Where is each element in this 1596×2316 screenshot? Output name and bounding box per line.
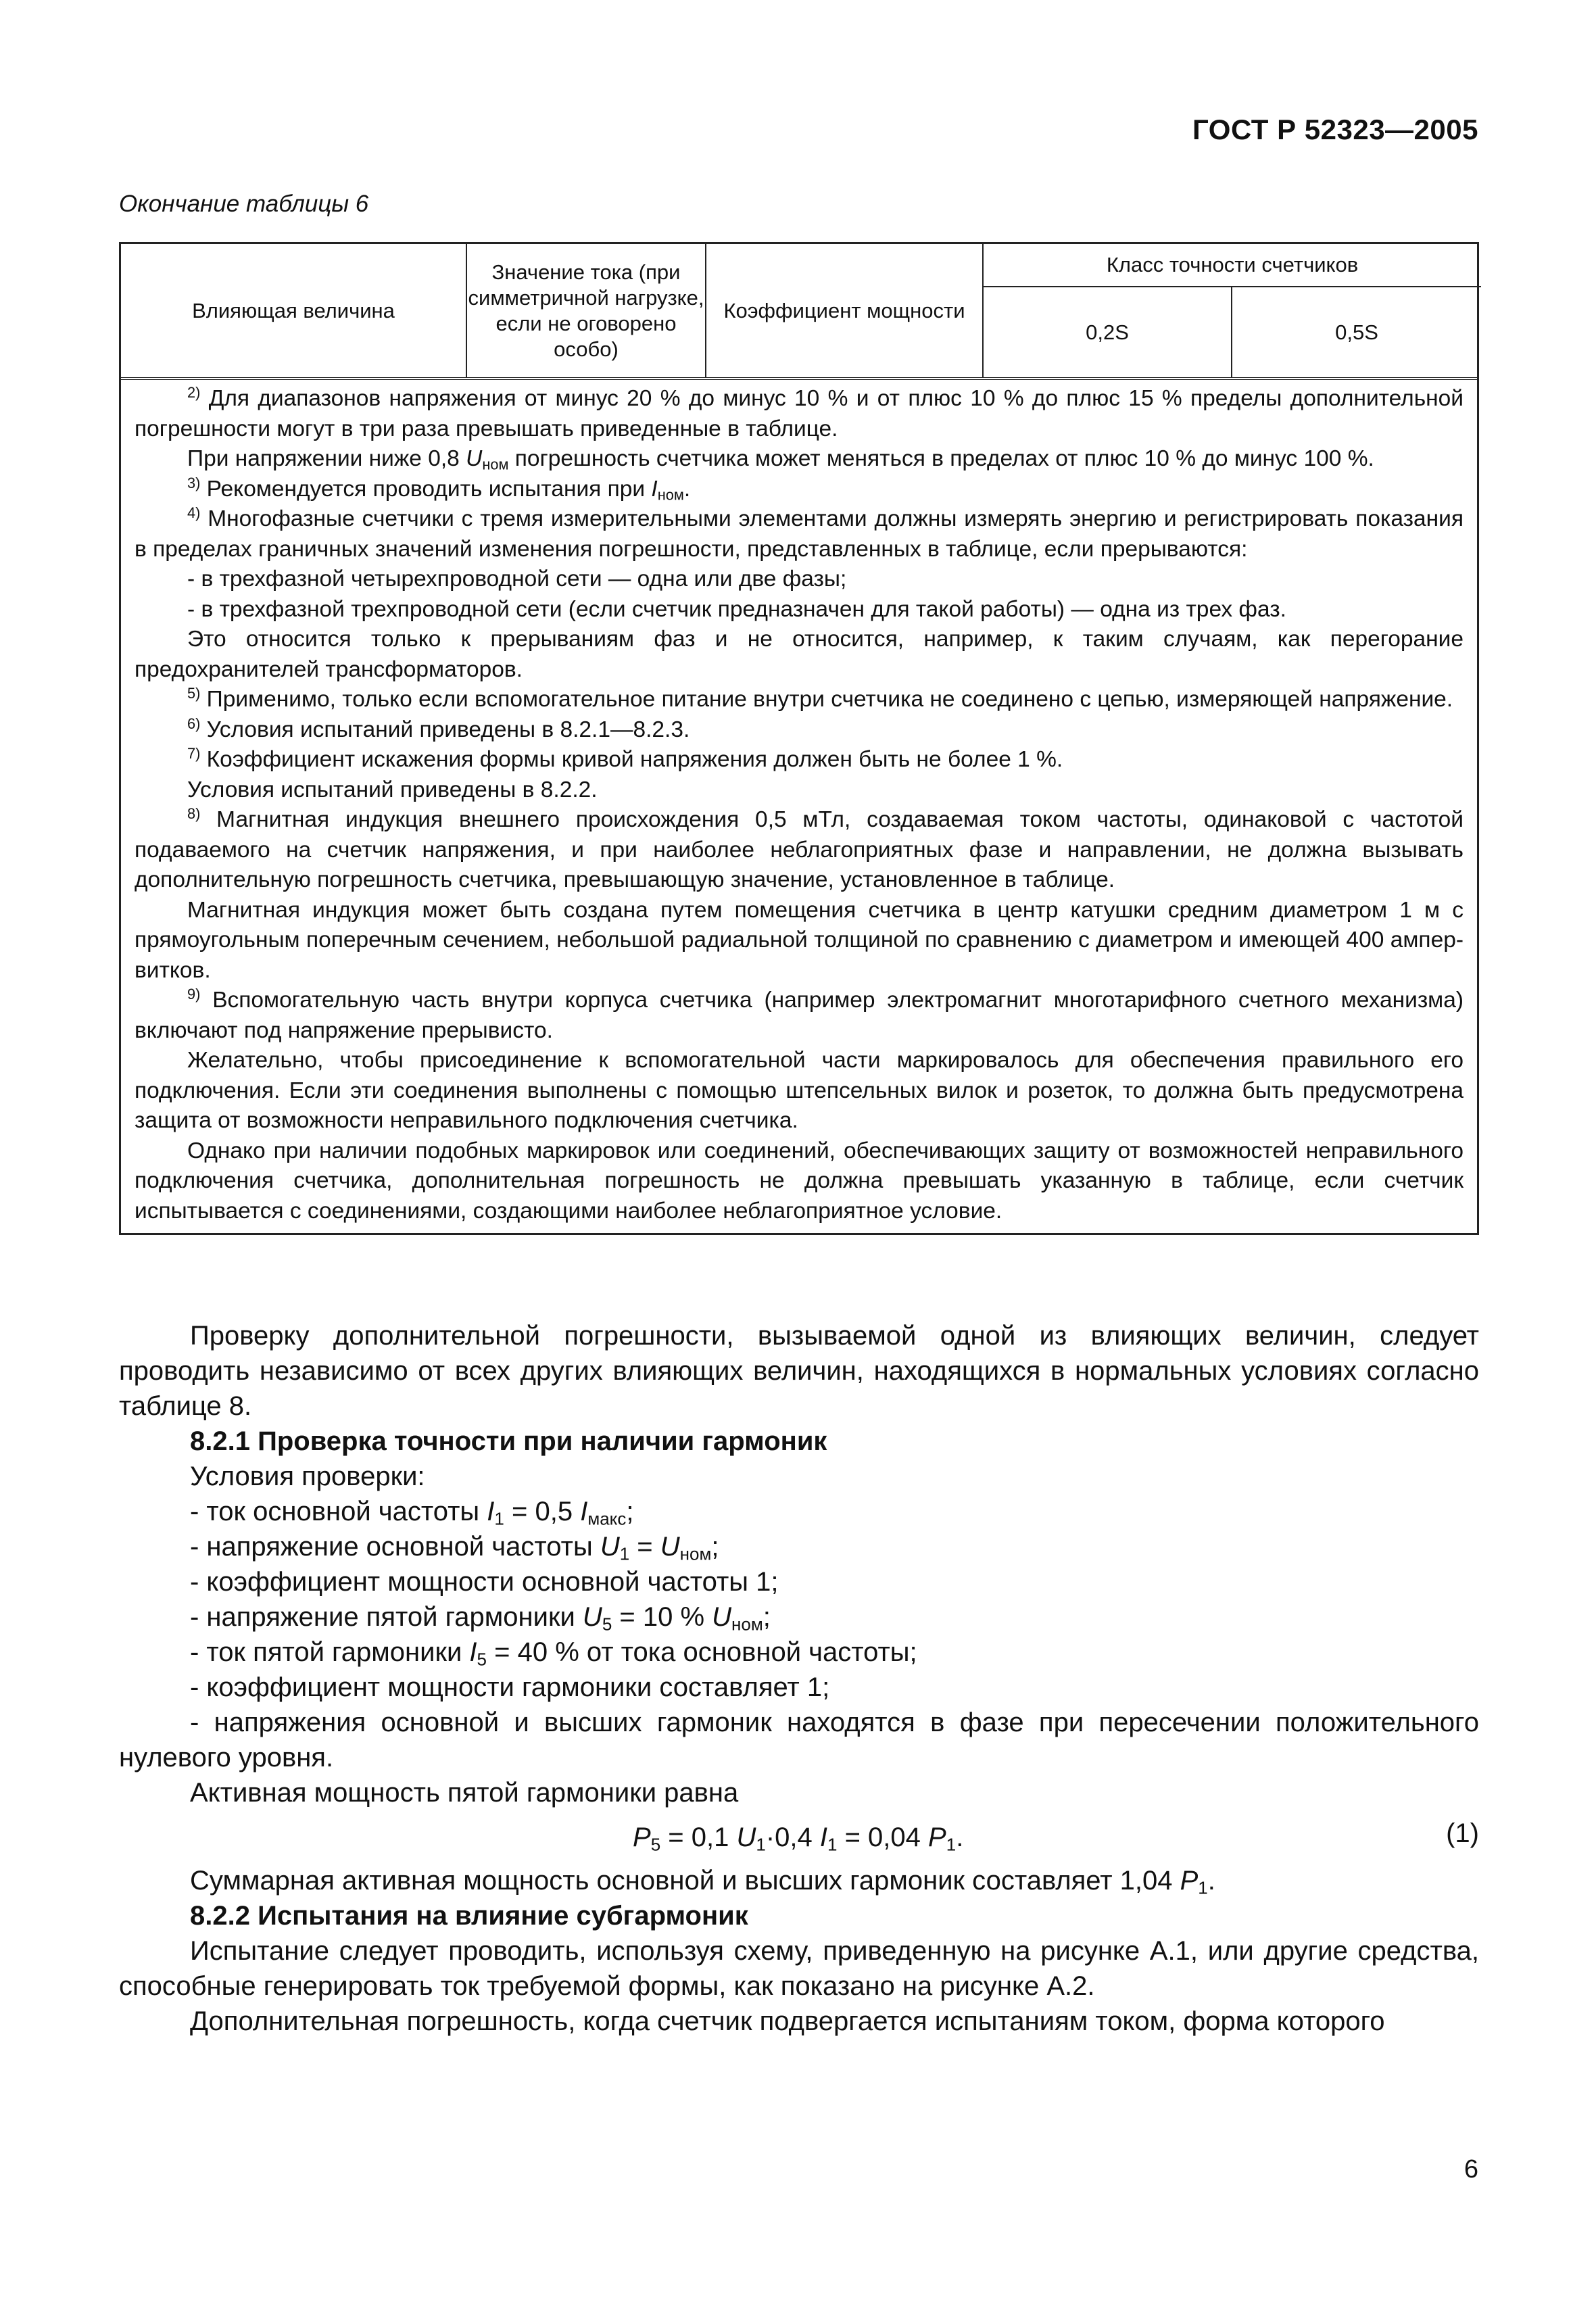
header-power-factor: Коэффициент мощности bbox=[706, 244, 984, 377]
condition-power-factor: - коэффициент мощности основной частоты 1; bbox=[190, 1567, 779, 1597]
test-conditions-label: Условия проверки: bbox=[190, 1462, 425, 1491]
formula-number: (1) bbox=[1446, 1818, 1479, 1848]
condition-current: - ток основной частоты $I_1 = 0,5$ $I_{макс}$; bbox=[190, 1497, 634, 1529]
footnote-8-continued: Магнитная индукция может быть создана путем помещения счетчика в центр катушки средним диаметром 1 м с прямоугольным поперечным сечением, небольшой радиальной толщиной по сравнению с диаметром и имеющей 400 ампер-витков. bbox=[135, 897, 1464, 983]
footnote-9-continued-2: Однако при наличии подобных маркировок или соединений, обеспечивающих защиту от возможностей неправильного подключения счетчика, дополнительная погрешность не должна превышать указанную в таблице, если счетчик испытывается с соединениями, создающими наиболее неблагоприятное условие. bbox=[135, 1138, 1464, 1224]
total-power-text: Суммарная активная мощность основной и высших гармоник составляет 1,04 $P_1$. bbox=[190, 1866, 1215, 1898]
footnote-2-continued: При напряжении ниже 0,8 $U_{ном}$ погрешность счетчика может меняться в пределах от плюс 10 % до минус 100 %. bbox=[187, 446, 1374, 473]
condition-harmonic-power-factor: - коэффициент мощности гармоники составляет 1; bbox=[190, 1672, 830, 1702]
footnote-8: $^{8)}$ Магнитная индукция внешнего происхождения 0,5 мТл, создаваемая током частоты, одинаковой с частотой подаваемого на счетчик напряжения, и при наиболее неблагоприятных фазе и направлении, не должна вызывать дополнительную погрешность счетчика, превышающую значение, установленное в таблице. bbox=[135, 805, 1464, 892]
formula-expression: $P_5 = 0,1$ $U_1\cdot 0,4$ $I_1 = 0,04$ $P_1$. bbox=[633, 1823, 964, 1855]
condition-fifth-harmonic-voltage: - напряжение пятой гармоники $U_5 = 10$ % $U_{ном}$; bbox=[190, 1602, 771, 1635]
document-id: ГОСТ Р 52323—2005 bbox=[1192, 114, 1478, 145]
footnote-7-conditions: Условия испытаний приведены в 8.2.2. bbox=[187, 777, 598, 802]
footnote-4-item-2: - в трехфазной трехпроводной сети (если счетчик предназначен для такой работы) — одна из трех фаз. bbox=[187, 596, 1286, 622]
footnote-9: $^{9)}$ Вспомогательную часть внутри корпуса счетчика (например электромагнит многотарифного счетного механизма) включают под напряжение прерывисто. bbox=[135, 986, 1464, 1043]
footnote-2: $^{2)}$ Для диапазонов напряжения от минус 20 % до минус 10 % и от плюс 10 % до плюс 15 % пределы дополнительной погрешности могут в три раза превышать приведенные в таблице. bbox=[135, 384, 1464, 441]
footnote-9-continued-1: Желательно, чтобы присоединение к вспомогательной части маркировалось для обеспечения правильного его подключения. Если эти соединения выполнены с помощью штепсельных вилок и розеток, то должна быть предусмотрена защита от возможности неправильного подключения счетчика. bbox=[135, 1048, 1464, 1133]
section-8-2-2-paragraph-1: Испытание следует проводить, используя схему, приведенную на рисунке А.1, или другие средства, способные генерировать ток требуемой формы, как показано на рисунке А.2. bbox=[119, 1936, 1479, 2001]
header-influence-quantity: Влияющая величина bbox=[121, 244, 467, 377]
header-current-value: Значение тока (при симметричной нагрузке, если не оговорено особо) bbox=[467, 244, 706, 377]
table-footnotes bbox=[121, 380, 1477, 1233]
footnote-5: $^{5)}$ Применимо, только если вспомогательное питание внутри счетчика не соединено с цепью, измеряющей напряжение. bbox=[187, 685, 1453, 712]
footnote-3: $^{3)}$ Рекомендуется проводить испытания при $I_{ном}$. bbox=[187, 474, 691, 503]
condition-voltage: - напряжение основной частоты $U_1 = U_{ном}$; bbox=[190, 1532, 719, 1564]
footnote-7: $^{7)}$ Коэффициент искажения формы кривой напряжения должен быть не более 1 %. bbox=[187, 745, 1063, 772]
header-class-05s: 0,5S bbox=[1335, 320, 1378, 344]
table-header bbox=[121, 244, 1477, 380]
condition-phase: - напряжения основной и высших гармоник находятся в фазе при пересечении положительного нулевого уровня. bbox=[119, 1708, 1479, 1772]
footnote-4: $^{4)}$ Многофазные счетчики с тремя измерительными элементами должны измерять энергию и регистрировать показания в пределах граничных значений изменения погрешности, представленных в таблице, если прерываются: bbox=[135, 504, 1464, 562]
footnote-4-remark: Это относится только к прерываниям фаз и не относится, например, к таким случаям, как перегорание предохранителей трансформаторов. bbox=[135, 627, 1464, 682]
page-number: 6 bbox=[1464, 2155, 1478, 2184]
footnote-6: $^{6)}$ Условия испытаний приведены в 8.2.1—8.2.3. bbox=[187, 715, 690, 742]
intro-paragraph: Проверку дополнительной погрешности, вызываемой одной из влияющих величин, следует проводить независимо от всех других влияющих величин, находящихся в нормальных условиях согласно таблице 8. bbox=[119, 1321, 1479, 1421]
header-accuracy-class: Класс точности счетчиков bbox=[984, 244, 1481, 287]
condition-fifth-harmonic-current: - ток пятой гармоники $I_5 = 40$ % от тока основной частоты; bbox=[190, 1637, 917, 1670]
main-text bbox=[119, 1318, 1479, 2039]
footnote-4-item-1: - в трехфазной четырехпроводной сети — одна или две фазы; bbox=[187, 566, 847, 592]
section-8-2-2-heading: 8.2.2 Испытания на влияние субгармоник bbox=[190, 1901, 748, 1931]
header-class-02s: 0,2S bbox=[984, 287, 1232, 377]
table-caption: Окончание таблицы 6 bbox=[119, 191, 369, 217]
section-8-2-1-heading: 8.2.1 Проверка точности при наличии гармоник bbox=[190, 1426, 827, 1456]
table-6-end bbox=[119, 242, 1479, 1235]
active-power-text: Активная мощность пятой гармоники равна bbox=[190, 1778, 739, 1808]
formula-1 bbox=[119, 1810, 1479, 1863]
section-8-2-2-paragraph-2: Дополнительная погрешность, когда счетчик подвергается испытаниям током, форма которого bbox=[190, 2006, 1385, 2036]
